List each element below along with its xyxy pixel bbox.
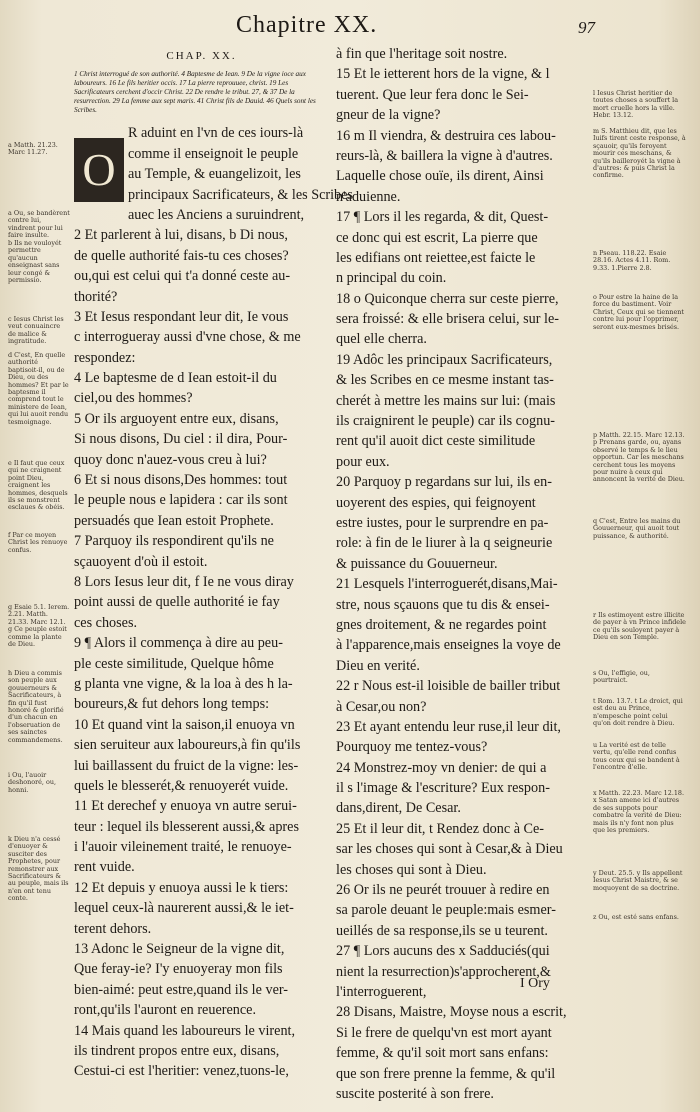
text-line: respondez: [74, 349, 136, 366]
text-line: ple ceste similitude, Quelque hôme [74, 655, 274, 672]
text-line: persuadés que Iean estoit Prophete. [74, 512, 274, 529]
margin-note: a Matth. 21.23. Marc 11.27. [8, 141, 58, 157]
margin-note: x Matth. 22.23. Marc 12.18. x Satan amene ici d'autres de ses suppots pour combatre la verité de Dieu: mais ils n'y font non plus que les premiers. [593, 789, 685, 835]
margin-note: e Il faut que ceux qui ne craignent point Dieu, craignent les hommes, desquels ils se monstrent esclaues & obéis. [8, 459, 68, 512]
text-line: 2 Et parlerent à lui, disans, b Di nous, [74, 227, 288, 244]
margin-note: r Ils estimoyent estre illicite de payer à vn Prince infidele ce qu'ils souloyent payer à Dieu en son Temple. [593, 611, 686, 642]
text-line: à fin que l'heritage soit nostre. [336, 46, 508, 62]
text-line: Pourquoy me tentez-vous? [336, 739, 488, 756]
catchword: I Ory [520, 976, 550, 991]
text-line: 18 o Quiconque cherra sur ceste pierre, [336, 290, 559, 307]
margin-note: l Iesus Christ heritier de toutes choses a souffert la mort cruelle hors la ville. Hebr. 13.12. [593, 89, 679, 120]
margin-note: c Iesus Christ les veut conuaincre de malice & ingratitude. [8, 315, 64, 346]
text-line: sar les choses qui sont à Cesar,& à Dieu [336, 841, 563, 858]
text-line: uoyerent des espies, qui feignoyent [336, 494, 536, 511]
text-line: cherét à mettre les mains sur lui: (mais [336, 392, 556, 409]
text-line: 28 Disans, Maistre, Moyse nous a escrit, [336, 1004, 567, 1021]
text-line: Cestui-ci est l'heritier: venez,tuons-le, [74, 1063, 289, 1080]
text-line: Si nous disons, Du ciel : il dira, Pour- [74, 431, 288, 448]
text-line: 9 ¶ Alors il commença à dire au peu- [74, 635, 283, 652]
text-line: auec les Anciens a suruindrent, [128, 206, 305, 223]
text-line: comme il enseignoit le peuple [128, 145, 299, 162]
text-line: quel elle cherra. [336, 331, 427, 348]
text-line: point aussi de quelle authorité ie fay [74, 594, 280, 611]
text-line: sien seruiteur aux laboureurs,à fin qu'ils [74, 737, 301, 754]
margin-note: o Pour estre la haine de la force du bastiment. Voir Christ, Ceux qui se tiennent contre lui pour l'opprimer, seront eux-mesmes brisés. [593, 293, 684, 331]
text-line: estre iustes, pour le surprendre en pa- [336, 514, 549, 531]
text-line: 25 Et il leur dit, t Rendez donc à Ce- [336, 820, 545, 837]
text-line: tuerent. Que leur fera donc le Sei- [336, 86, 529, 103]
right-margin-notes [593, 80, 686, 1030]
text-line: stre, nous sçauons que tu dis & ensei- [336, 596, 550, 613]
text-line: 23 Et ayant entendu leur ruse,il leur dit, [336, 718, 561, 735]
text-line: 14 Mais quand les laboureurs le virent, [74, 1022, 296, 1039]
text-line: sera froissé: & elle brisera celui, sur le- [336, 311, 559, 328]
text-line: g planta vne vigne, & la loa à des h la- [74, 675, 293, 692]
text-line: 7 Parquoy ils respondirent qu'ils ne [74, 533, 274, 550]
text-line: à Cesar,ou non? [336, 698, 427, 715]
text-line: Laquelle chose ouïe, ils dirent, Ainsi [336, 168, 544, 185]
page-number: 97 [578, 18, 595, 37]
text-line: n'aduienne. [336, 188, 401, 205]
chapter-heading: CHAP. XX. [166, 50, 237, 62]
text-line: ces choses. [74, 614, 138, 631]
margin-note: g Esaie 5.1. Ierem. 2.21. Matth. 21.33. Marc 12.1. g Ce peuple estoit comme la plante de Dieu. [8, 603, 70, 649]
text-line: 4 Le baptesme de d Iean estoit-il du [74, 370, 277, 387]
margin-note: b Ils ne vouloyét permettre qu'aucun enseignast sans leur congé & permissio. [8, 239, 62, 285]
text-line: pour eux. [336, 453, 390, 470]
text-line: ils craignirent le peuple) car ils cognu- [336, 413, 556, 430]
running-header-title: Chapitre XX. [236, 12, 378, 38]
text-line: lequel ceux-là naurerent aussi,& le iet- [74, 900, 294, 917]
text-line: ce donc qui est escrit, La pierre que [336, 229, 538, 246]
text-line: 21 Lesquels l'interroguerét,disans,Mai- [336, 576, 558, 593]
right-column-lines [336, 44, 590, 1104]
margin-note: n Pseau. 118.22. Esaie 28.16. Actes 4.11. Rom. 9.33. 1.Pierre 2.8. [593, 249, 671, 272]
decorated-initial-letter: O [74, 138, 124, 202]
margin-note: h Dieu a commis son peuple aux gouuerneurs & Sacrificateurs, à fin qu'il fust honoré & glorifié d'un chacun en l'obseruation de ses sainctes commandemens. [8, 669, 64, 744]
text-line: à l'apparence,mais enseignes la voye de [336, 637, 561, 654]
text-line: suscite posterité à son frere. [336, 1085, 494, 1102]
text-line: 17 ¶ Lors il les regarda, & dit, Quest- [336, 209, 549, 226]
text-line: & puissance du Gouuerneur. [336, 555, 498, 572]
text-line: lui baillassent du fruict de la vigne: les- [74, 757, 299, 774]
text-line: teur : lequel ils blesserent aussi,& apres [74, 818, 299, 835]
text-line: quels le blesserét,& renuoyerét vuide. [74, 777, 289, 794]
text-line: principaux Sacrificateurs, & les Scribes [128, 186, 353, 203]
margin-note: t Rom. 13.7. t Le droict, qui est deu au Prince, n'empesche point celui qu'on doit rendre à Dieu. [593, 697, 683, 728]
text-line: nient la resurrection)s'approcherent,& [336, 963, 551, 980]
margin-note: a Ou, se bandèrent contre lui, vindrent pour lui faire insulte. [8, 209, 70, 240]
text-line: 11 Et derechef y enuoya vn autre serui- [74, 798, 297, 815]
text-line: l'interroguerent, [336, 983, 427, 1000]
text-line: 20 Parquoy p regardans sur lui, ils en- [336, 474, 552, 491]
text-line: role: à fin de le liurer à la q seigneurie [336, 535, 553, 552]
margin-note: z Ou, est esté sans enfans. [593, 913, 679, 921]
text-line: 6 Et si nous disons,Des hommes: tout [74, 472, 288, 489]
margin-note: p Matth. 22.15. Marc 12.13. p Prenans garde, ou, ayans observé le temps & le lieu opportun. Car les meschans cerchent tous les moyens pour nuire à ceux qui annoncent la verité de Dieu. [593, 431, 685, 484]
text-line: ils tindrent propos entre eux, disans, [74, 1042, 280, 1059]
text-line: 24 Monstrez-moy vn denier: de qui a [336, 759, 547, 776]
text-line: R aduint en l'vn de ces iours-là [128, 125, 304, 142]
text-line: reurs-là, & baillera la vigne à d'autres. [336, 147, 553, 164]
margin-note: k Dieu n'a cessé d'enuoyer & susciter des Prophetes, pour remonstrer aux Sacrificateurs & au peuple, mais ils n'en ont tenu conte. [8, 835, 69, 903]
margin-note: y Deut. 25.5. y Ils appellent Iesus Christ Maistre, & se moquoyent de sa doctrine. [593, 869, 683, 892]
text-line: 15 Et le ietterent hors de la vigne, & l [336, 66, 550, 83]
text-line: Que feray-ie? I'y enuoyeray mon fils [74, 961, 283, 978]
text-line: c interrogueray aussi d'vne chose, & me [74, 329, 301, 346]
left-margin-notes [8, 130, 70, 1080]
text-line: le peuple nous e lapidera : car ils sont [74, 492, 288, 509]
text-line: ront,qu'ils l'auront en reuerence. [74, 1002, 256, 1019]
text-line: rent qu'il auoit dict ceste similitude [336, 433, 536, 450]
text-line: 3 Et Iesus respondant leur dit, Ie vous [74, 308, 289, 325]
text-line: i l'auoir vileinement traité, le renuoye- [74, 839, 292, 856]
text-line: & les Scribes en ce mesme instant tas- [336, 372, 554, 389]
text-line: rent vuide. [74, 859, 135, 876]
text-line: sçauoyent d'où il estoit. [74, 553, 208, 570]
text-line: ueillés de sa response,ils se u teurent. [336, 922, 548, 939]
text-line: 12 Et depuis y enuoya aussi le k tiers: [74, 879, 289, 896]
text-line: gnes droitement, & ne regardes point [336, 616, 547, 633]
text-line: 5 Or ils arguoyent entre eux, disans, [74, 410, 279, 427]
text-line: 16 m Il viendra, & destruira ces labou- [336, 127, 556, 144]
text-line: que son frere prenne la femme, & qu'il [336, 1065, 556, 1082]
text-line: il s l'image & l'escriture? Eux respon- [336, 780, 550, 797]
left-text-column [74, 44, 353, 1082]
text-line: sa parole deuant le peuple:mais esmer- [336, 902, 556, 919]
text-line: boureurs,& fut dehors long temps: [74, 696, 270, 713]
text-line: 10 Et quand vint la saison,il enuoya vn [74, 716, 295, 733]
text-line: gneur de la vigne? [336, 107, 441, 124]
text-line: dans,dirent, De Cesar. [336, 800, 461, 817]
text-line: ciel,ou des hommes? [74, 390, 193, 407]
margin-note: i Ou, l'auoir deshonoré, ou, honni. [8, 771, 56, 794]
chapter-summary: 1 Christ interrogué de son authorité. 4 Baptesme de Iean. 9 De la vigne ioce aux laboureurs. 16 Le fils heritier occis. 17 La pierre reprouuee, christ. 19 Les Sacrificateurs cerchent d'occir Christ. 22 De rendre le tribut. 27, & 37 De la resurrection. 29 La femme aux sept maris. 41 Christ fils de Dauid. 46 Quels sont les Scribes. [74, 70, 316, 115]
text-line: bien-aimé: peut estre,quand ils le ver- [74, 981, 289, 998]
margin-note: u La verité est de telle vertu, qu'elle rend confus tous ceux qui se bandent à l'encontre d'elle. [593, 741, 680, 772]
text-line: thorité? [74, 288, 118, 305]
margin-note: s Ou, l'effigie, ou, pourtraict. [593, 669, 650, 685]
text-line: terent dehors. [74, 920, 152, 937]
text-line: femme, & qu'il soit mort sans enfans: [336, 1045, 549, 1062]
text-line: Dieu en verité. [336, 657, 420, 674]
text-line: n principal du coin. [336, 270, 447, 287]
margin-note: q C'est, Entre les mains du Gouuerneur, qui auoit tout puissance, & authorité. [593, 517, 681, 540]
text-line: les edifians ont reiettee,est faicte le [336, 249, 536, 266]
text-line: 13 Adonc le Seigneur de la vigne dit, [74, 941, 285, 958]
left-column-lines [74, 123, 353, 1081]
text-line: Si le frere de quelqu'vn est mort ayant [336, 1024, 552, 1041]
text-line: 22 r Nous est-il loisible de bailler tribut [336, 678, 561, 695]
text-line: ou,qui est celui qui t'a donné ceste au- [74, 268, 291, 285]
text-line: au Temple, & euangelizoit, les [128, 166, 301, 183]
text-line: quoy donc n'auez-vous creu à lui? [74, 451, 267, 468]
text-line: 19 Adôc les principaux Sacrificateurs, [336, 351, 553, 368]
text-line: 8 Lors Iesus leur dit, f Ie ne vous diray [74, 574, 294, 590]
right-text-column [336, 44, 590, 1104]
margin-note: d C'est, En quelle authorité baptisoit-il, ou de Dieu, ou des hommes? Et par le baptesme il comprend tout le ministere de Iean, qui lui auoit rendu tesmoignage. [8, 351, 69, 426]
margin-note: f Par ce moyen Christ les renuoye confus. [8, 531, 68, 554]
text-line: de quelle authorité fais-tu ces choses? [74, 247, 289, 264]
text-line: 26 Or ils ne peurét trouuer à redire en [336, 882, 550, 899]
text-line: les choses qui sont à Dieu. [336, 861, 487, 878]
margin-note: m S. Matthieu dit, que les Iuifs tirent ceste response, à sçauoir, qu'ils feroyent mourir ces meschans, & qu'ils bailleroyét la vigne à d'autres: & puis Christ la confirme. [593, 127, 686, 180]
text-line: 27 ¶ Lors aucuns des x Sadduciés(qui [336, 943, 550, 960]
